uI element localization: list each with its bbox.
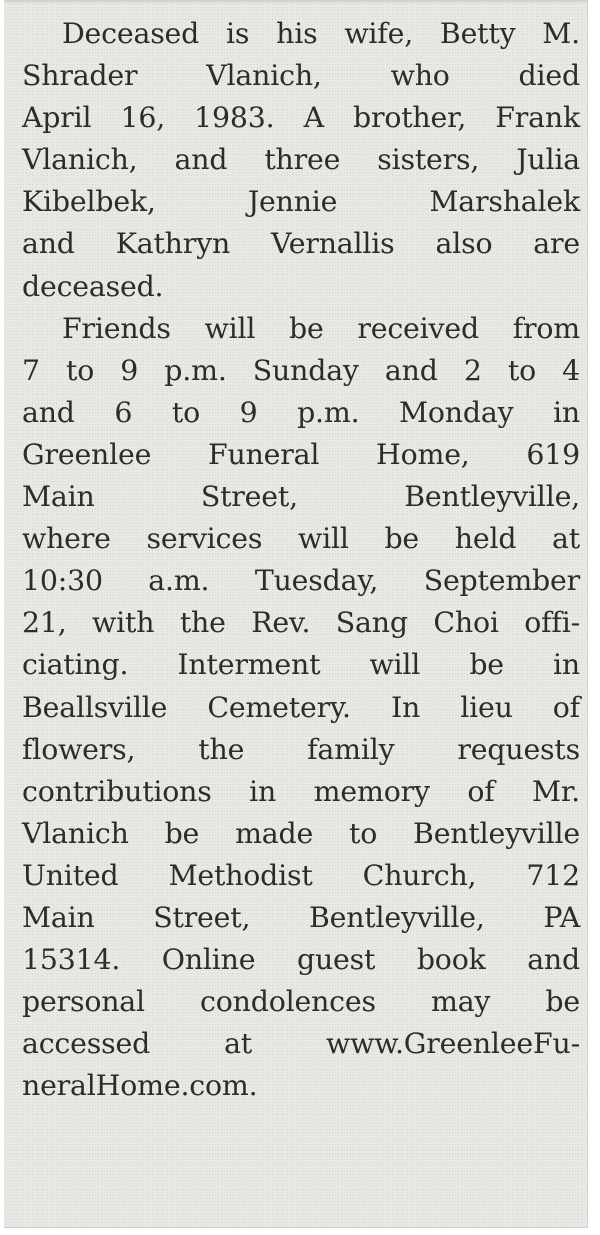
text-line: neralHome.com.	[22, 1069, 258, 1103]
text-line: Greenlee Funeral Home, 619	[22, 437, 580, 471]
text-line: accessed at www.GreenleeFu-	[22, 1027, 580, 1061]
text-line: personal condolences may be	[22, 985, 580, 1019]
text-line: 7 to 9 p.m. Sunday and 2 to 4	[22, 353, 580, 387]
text-line: 21, with the Rev. Sang Choi offi-	[22, 606, 580, 640]
text-line: contributions in memory of Mr.	[22, 774, 580, 808]
text-line: Vlanich, and three sisters, Julia	[22, 143, 580, 177]
text-line: Kibelbek, Jennie Marshalek	[22, 185, 580, 219]
text-line: Vlanich be made to Bentleyville	[22, 816, 580, 850]
text-line: Beallsville Cemetery. In lieu of	[22, 690, 580, 724]
paragraph-services	[22, 308, 580, 1108]
text-line: where services will be held at	[22, 522, 580, 556]
text-line: Friends will be received from	[62, 311, 580, 345]
text-line: 10:30 a.m. Tuesday, September	[22, 564, 580, 598]
text-line: United Methodist Church, 712	[22, 858, 580, 892]
text-line: ciating. Interment will be in	[22, 648, 580, 682]
obituary-column	[22, 13, 580, 1107]
text-line: Deceased is his wife, Betty M.	[62, 17, 580, 50]
text-line: deceased.	[22, 269, 164, 303]
text-line: Shrader Vlanich, who died	[22, 59, 580, 93]
text-line: April 16, 1983. A brother, Frank	[22, 101, 580, 135]
text-line: flowers, the family requests	[22, 732, 580, 766]
newspaper-clipping	[4, 0, 588, 1228]
clipping-cut-edge	[4, 0, 587, 4]
paragraph-survivors	[22, 13, 580, 308]
text-line: Main Street, Bentleyville, PA	[22, 900, 580, 934]
text-line: 15314. Online guest book and	[22, 943, 580, 977]
text-line: and Kathryn Vernallis also are	[22, 227, 580, 261]
text-line: and 6 to 9 p.m. Monday in	[22, 395, 580, 429]
text-line: Main Street, Bentleyville,	[22, 480, 580, 514]
